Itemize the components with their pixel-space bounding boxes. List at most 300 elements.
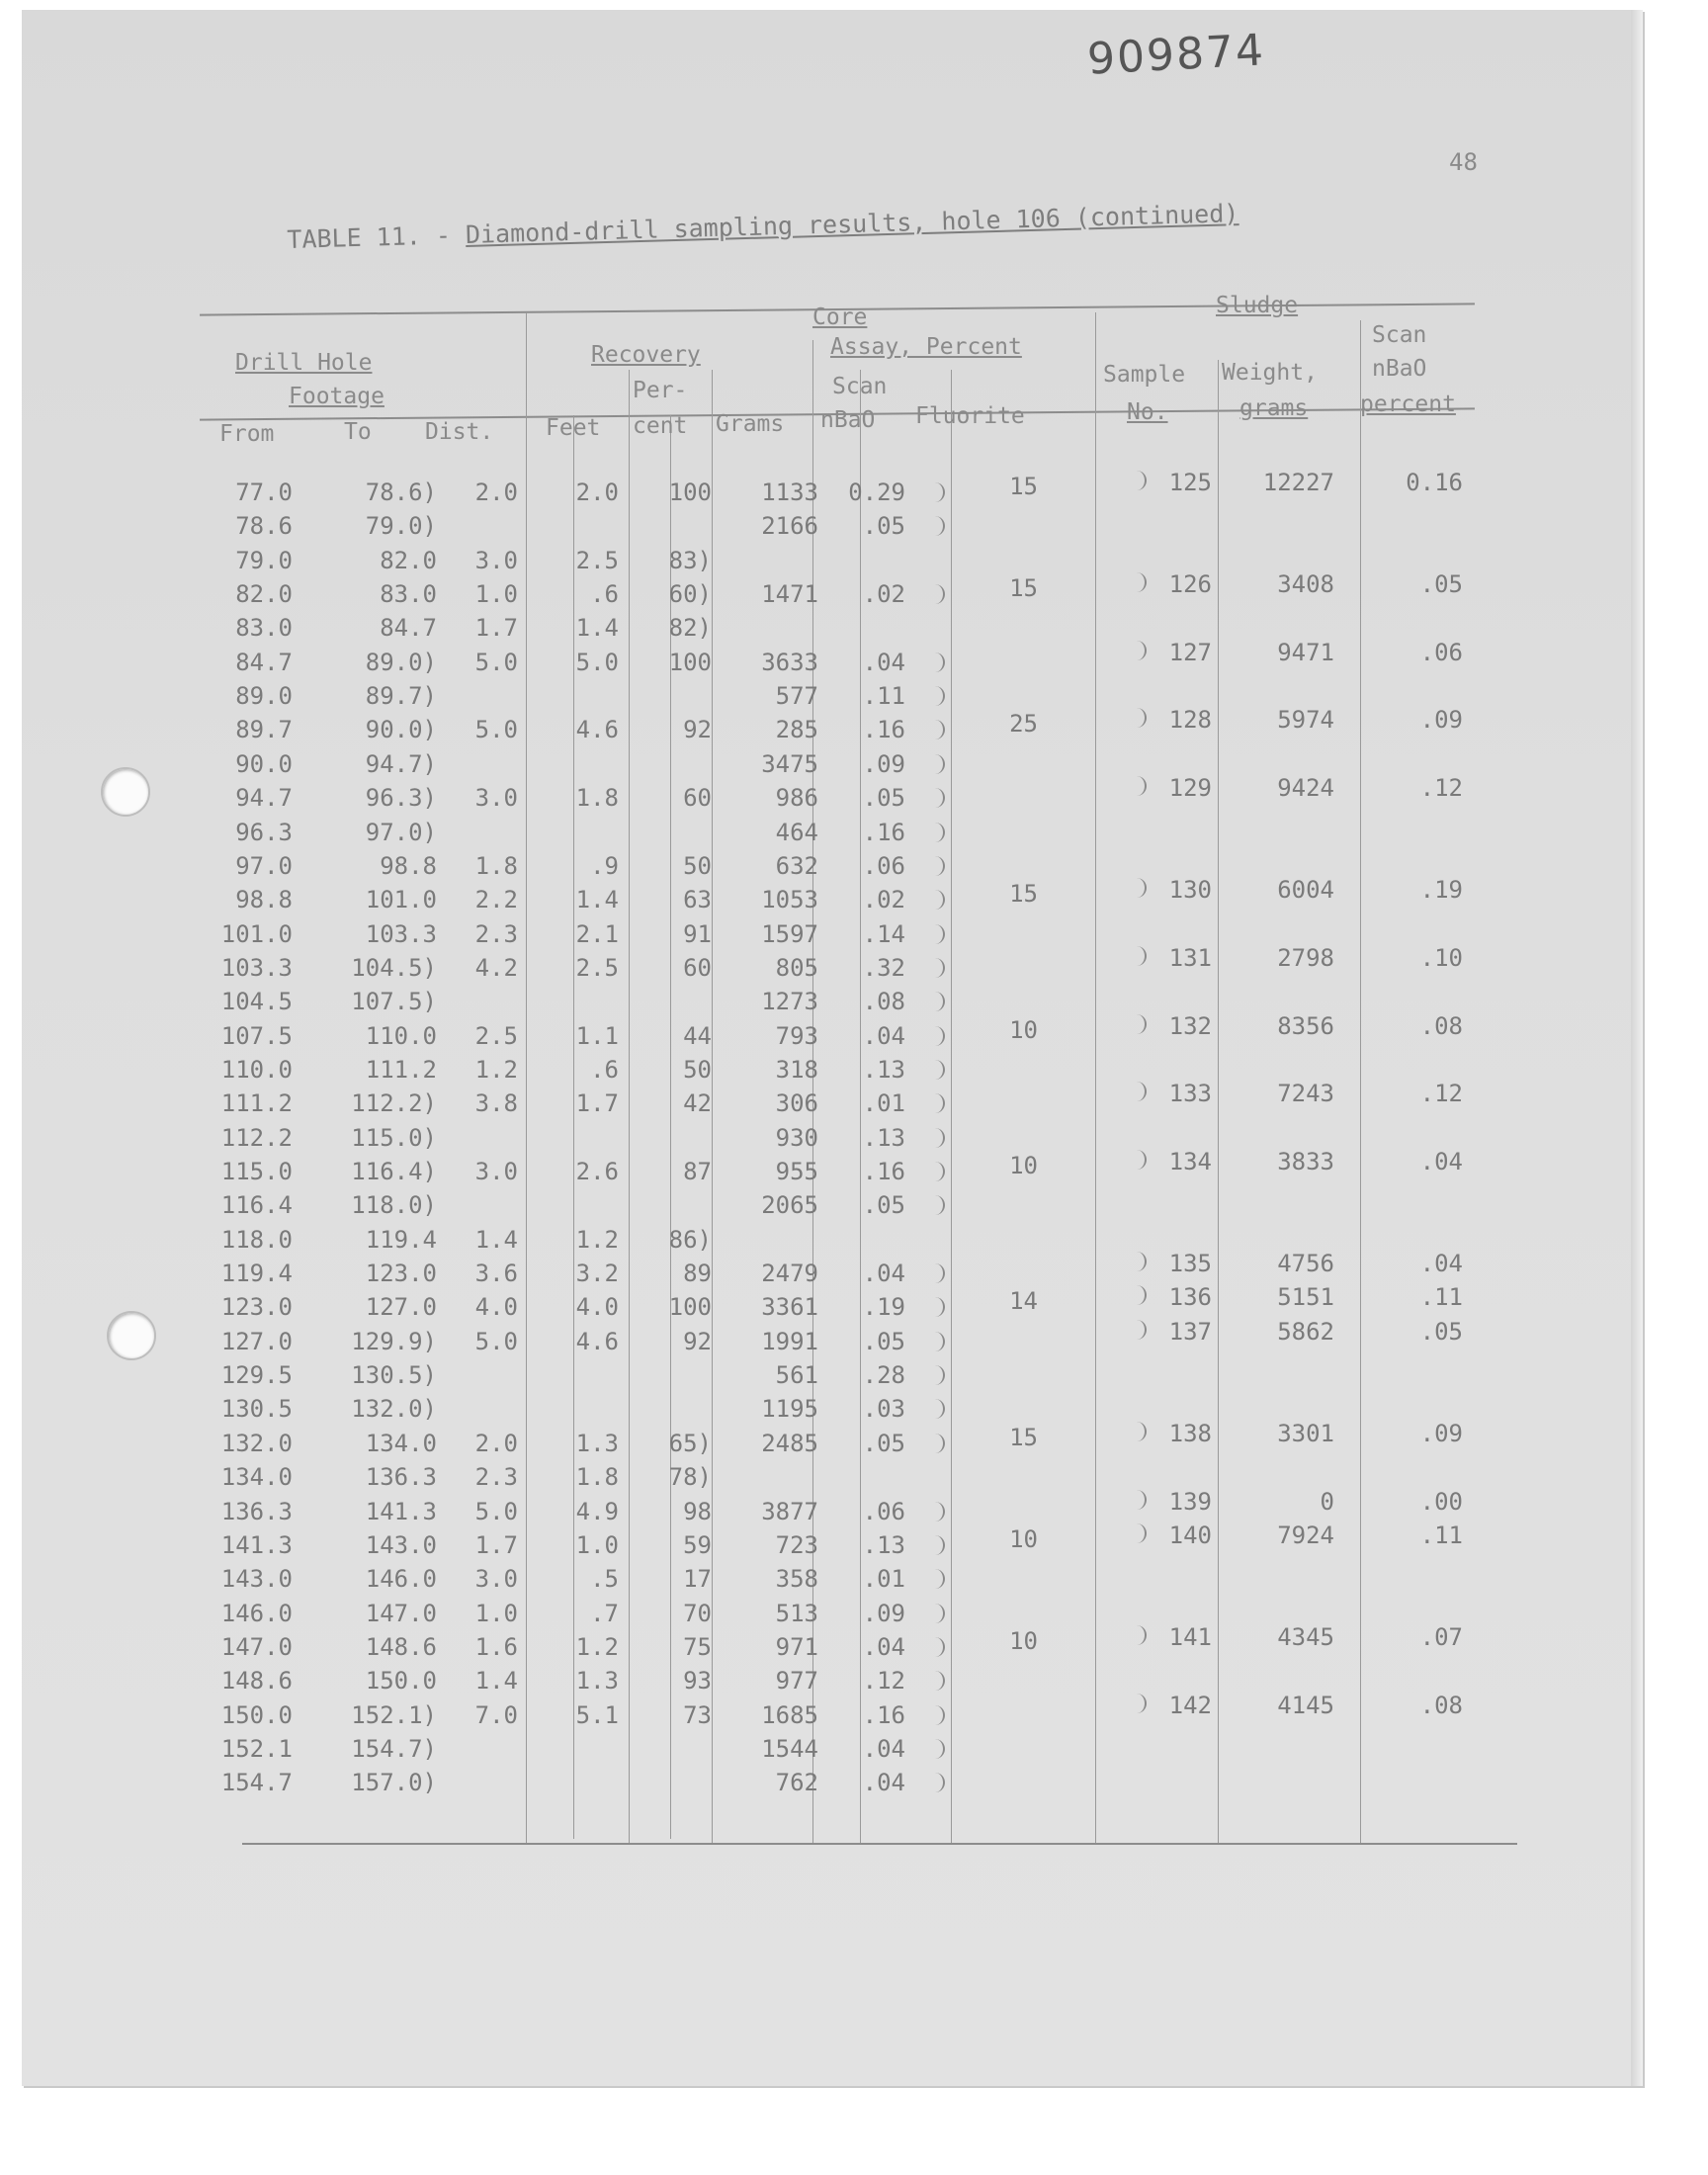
cell-to: 112.2) [351,1089,437,1118]
cell-sludge-sample: 130 [1168,876,1212,905]
group-brace [935,1263,945,1283]
cell-feet: 2.6 [575,1158,619,1185]
cell-sludge-weight: 6004 [1277,876,1334,905]
cell-feet: 5.1 [575,1700,619,1729]
cell-from: 82.0 [235,580,293,609]
group-brace [935,958,945,978]
cell-percent: 73 [683,1700,712,1729]
cell-grams: 2065 [761,1191,818,1220]
cell-percent: 75 [683,1632,712,1661]
cell-grams: 723 [775,1530,818,1559]
cell-sludge-scan: .05 [1419,1317,1463,1346]
cell-scan: .05 [862,1327,905,1355]
cell-from: 89.0 [235,682,293,711]
cell-feet: 1.8 [575,784,619,813]
header-weight: Weight, [1222,360,1318,386]
cell-feet: 2.1 [575,919,619,948]
cell-dist: 1.4 [474,1667,518,1696]
table-title-prefix: TABLE 11. - [287,219,467,254]
cell-from: 90.0 [235,749,293,778]
cell-to: 130.5) [351,1361,437,1390]
cell-grams: 793 [775,1021,818,1050]
cell-dist: 4.2 [474,953,518,982]
cell-sludge-scan: .04 [1419,1148,1463,1175]
cell-sludge-scan: .10 [1419,943,1463,972]
cell-to: 98.8 [380,851,437,880]
cell-scan: .13 [862,1055,905,1084]
cell-sludge-scan: .09 [1419,706,1463,735]
cell-to: 143.0 [365,1530,437,1559]
cell-from: 83.0 [235,614,293,643]
cell-scan: .06 [862,1497,905,1525]
cell-percent: 60 [683,953,712,982]
group-brace [935,992,945,1011]
cell-scan: .11 [862,682,905,711]
cell-from: 143.0 [220,1565,293,1594]
cell-to: 134.0 [365,1429,437,1457]
cell-sludge-weight: 12227 [1262,469,1334,496]
cell-sludge-weight: 8356 [1277,1011,1334,1040]
cell-grams: 632 [775,851,818,880]
serial-number: 909874 [1085,25,1267,85]
cell-grams: 971 [775,1632,818,1661]
cell-fluorite: 10 [1009,1524,1038,1553]
cell-to: 94.7) [365,749,437,778]
cell-feet: 1.3 [575,1667,619,1696]
cell-percent: 60) [668,580,712,609]
group-brace [935,516,945,536]
cell-scan: .04 [862,1632,905,1661]
cell-scan: .04 [862,1769,905,1797]
header-nbao: nBaO [820,407,876,433]
cell-grams: 464 [775,818,818,846]
cell-fluorite: 10 [1009,1152,1038,1179]
group-brace [935,823,945,842]
sludge-brace [1137,641,1147,660]
cell-from: 96.3 [235,818,293,846]
cell-scan: .12 [862,1667,905,1696]
cell-feet: 4.6 [575,1327,619,1355]
sludge-brace [1137,572,1147,592]
cell-dist: 3.0 [474,1565,518,1594]
sludge-brace [1137,1285,1147,1305]
sludge-brace [1137,946,1147,966]
cell-feet: .9 [590,851,619,880]
cell-grams: 1471 [761,580,818,609]
cell-from: 118.0 [220,1225,293,1254]
cell-dist: 1.4 [474,1225,518,1254]
cell-dist: 3.0 [474,1158,518,1185]
cell-to: 150.0 [365,1667,437,1696]
cell-grams: 1195 [761,1395,818,1424]
cell-sludge-weight: 4756 [1277,1250,1334,1278]
cell-feet: .6 [590,580,619,609]
cell-grams: 2166 [761,512,818,541]
header-sludge-percent: percent [1360,392,1456,417]
header-per: Per- [633,378,688,403]
cell-feet: 1.8 [575,1463,619,1492]
cell-from: 94.7 [235,784,293,813]
group-brace [935,890,945,910]
cell-scan: .16 [862,1700,905,1729]
cell-scan: .05 [862,1191,905,1220]
cell-dist: 1.0 [474,1599,518,1627]
cell-sludge-weight: 5151 [1277,1283,1334,1312]
cell-to: 154.7) [351,1734,437,1763]
cell-sludge-sample: 127 [1168,638,1212,666]
group-brace [935,720,945,740]
cell-to: 127.0 [365,1293,437,1322]
cell-fluorite: 15 [1009,880,1038,909]
cell-grams: 3475 [761,749,818,778]
cell-dist: 3.0 [474,546,518,574]
cell-scan: .32 [862,953,905,982]
cell-sludge-sample: 132 [1168,1011,1212,1040]
cell-to: 89.0) [365,648,437,676]
cell-scan: .03 [862,1395,905,1424]
cell-grams: 561 [775,1361,818,1390]
header-recovery: Recovery [591,342,701,368]
cell-scan: .02 [862,580,905,609]
group-brace [935,1705,945,1725]
cell-sludge-scan: .04 [1419,1250,1463,1278]
cell-scan: .16 [862,716,905,744]
cell-feet: 1.2 [575,1632,619,1661]
cell-to: 110.0 [365,1021,437,1050]
cell-sludge-scan: .06 [1419,638,1463,666]
group-brace [935,1637,945,1657]
cell-sludge-scan: .11 [1419,1283,1463,1312]
cell-from: 150.0 [220,1700,293,1729]
cell-to: 123.0 [365,1260,437,1288]
header-scan: Scan [832,374,888,399]
cell-to: 152.1) [351,1700,437,1729]
cell-fluorite: 10 [1009,1015,1038,1044]
cell-scan: .04 [862,1021,905,1050]
cell-sludge-weight: 7924 [1277,1521,1334,1549]
group-brace [935,584,945,604]
cell-scan: .04 [862,1260,905,1288]
cell-sludge-weight: 5862 [1277,1317,1334,1346]
group-brace [935,1671,945,1691]
cell-percent: 65) [668,1429,712,1457]
cell-from: 154.7 [220,1769,293,1797]
cell-sludge-scan: .00 [1419,1487,1463,1516]
cell-sludge-scan: 0.16 [1406,469,1463,496]
page-number: 48 [1449,148,1478,176]
group-brace [935,1195,945,1215]
cell-dist: 3.0 [474,784,518,813]
cell-from: 104.5 [220,988,293,1016]
cell-to: 103.3 [365,919,437,948]
cell-percent: 98 [683,1497,712,1525]
cell-sludge-scan: .19 [1419,876,1463,905]
cell-from: 136.3 [220,1497,293,1525]
cell-to: 141.3 [365,1497,437,1525]
cell-percent: 44 [683,1021,712,1050]
cell-sludge-sample: 125 [1168,469,1212,496]
header-feet: Feet [546,415,601,441]
cell-grams: 986 [775,784,818,813]
cell-from: 103.3 [220,953,293,982]
cell-to: 146.0 [365,1565,437,1594]
cell-grams: 1133 [761,478,818,506]
cell-to: 97.0) [365,818,437,846]
cell-grams: 3633 [761,648,818,676]
cell-to: 147.0 [365,1599,437,1627]
cell-grams: 1273 [761,988,818,1016]
cell-feet: 1.4 [575,614,619,643]
cell-grams: 1597 [761,919,818,948]
sludge-brace [1137,1014,1147,1034]
cell-from: 130.5 [220,1395,293,1424]
cell-dist: 5.0 [474,1327,518,1355]
group-brace [935,1162,945,1181]
cell-from: 152.1 [220,1734,293,1763]
table-title-text: Diamond-drill sampling results, hole 106 (continued) [465,199,1239,249]
cell-feet: .7 [590,1599,619,1627]
cell-percent: 86) [668,1225,712,1254]
cell-grams: 2479 [761,1260,818,1288]
cell-sludge-weight: 5974 [1277,706,1334,735]
cell-grams: 1991 [761,1327,818,1355]
sludge-brace [1137,1320,1147,1340]
cell-feet: .5 [590,1565,619,1594]
cell-sludge-sample: 136 [1168,1283,1212,1312]
cell-sludge-sample: 134 [1168,1148,1212,1175]
group-brace [935,1773,945,1792]
cell-dist: 1.2 [474,1055,518,1084]
cell-feet: 1.0 [575,1530,619,1559]
cell-sludge-scan: .12 [1419,774,1463,803]
cell-to: 90.0) [365,716,437,744]
cell-sludge-weight: 4145 [1277,1691,1334,1719]
cell-from: 98.8 [235,886,293,914]
cell-scan: .04 [862,1734,905,1763]
cell-percent: 92 [683,716,712,744]
group-brace [935,686,945,706]
cell-from: 78.6 [235,512,293,541]
cell-sludge-scan: .05 [1419,570,1463,599]
group-brace [935,1604,945,1623]
cell-percent: 70 [683,1599,712,1627]
cell-to: 78.6) [365,478,437,506]
group-brace [935,1297,945,1317]
cell-sludge-weight: 4345 [1277,1622,1334,1651]
cell-grams: 513 [775,1599,818,1627]
cell-feet: 1.4 [575,886,619,914]
sludge-brace [1137,1422,1147,1441]
cell-to: 83.0 [380,580,437,609]
cell-dist: 2.0 [474,1429,518,1457]
cell-to: 148.6 [365,1632,437,1661]
cell-percent: 50 [683,851,712,880]
cell-sludge-sample: 140 [1168,1521,1212,1549]
group-brace [935,1535,945,1555]
cell-dist: 1.7 [474,1530,518,1559]
cell-from: 115.0 [220,1158,293,1185]
cell-percent: 87 [683,1158,712,1185]
sludge-brace [1137,1625,1147,1645]
cell-percent: 83) [668,546,712,574]
cell-scan: .08 [862,988,905,1016]
cell-fluorite: 15 [1009,1423,1038,1451]
group-brace [935,1569,945,1589]
cell-grams: 1685 [761,1700,818,1729]
cell-to: 115.0) [351,1123,437,1152]
cell-to: 119.4 [365,1225,437,1254]
cell-dist: 7.0 [474,1700,518,1729]
cell-scan: .16 [862,818,905,846]
cell-sludge-weight: 7243 [1277,1080,1334,1108]
cell-sludge-weight: 9424 [1277,774,1334,803]
cell-from: 110.0 [220,1055,293,1084]
cell-sludge-sample: 128 [1168,706,1212,735]
cell-to: 104.5) [351,953,437,982]
cell-scan: .14 [862,919,905,948]
cell-scan: .05 [862,1429,905,1457]
cell-from: 111.2 [220,1089,293,1118]
header-assay-percent: Assay, Percent [830,334,1022,360]
cell-grams: 930 [775,1123,818,1152]
cell-grams: 3877 [761,1497,818,1525]
cell-from: 84.7 [235,648,293,676]
cell-scan: .09 [862,749,905,778]
header-to: To [344,419,372,445]
cell-from: 107.5 [220,1021,293,1050]
cell-sludge-weight: 3408 [1277,570,1334,599]
cell-from: 112.2 [220,1123,293,1152]
cell-from: 132.0 [220,1429,293,1457]
cell-to: 157.0) [351,1769,437,1797]
cell-from: 147.0 [220,1632,293,1661]
cell-percent: 63 [683,886,712,914]
cell-to: 84.7 [380,614,437,643]
cell-percent: 89 [683,1260,712,1288]
cell-sludge-scan: .12 [1419,1080,1463,1108]
cell-scan: .02 [862,886,905,914]
cell-percent: 91 [683,919,712,948]
group-brace [935,1365,945,1385]
cell-to: 132.0) [351,1395,437,1424]
cell-percent: 17 [683,1565,712,1594]
cell-percent: 100 [668,648,712,676]
cell-from: 123.0 [220,1293,293,1322]
group-brace [935,1434,945,1453]
cell-sludge-sample: 137 [1168,1317,1212,1346]
cell-percent: 59 [683,1530,712,1559]
cell-fluorite: 15 [1009,574,1038,603]
cell-dist: 1.6 [474,1632,518,1661]
cell-grams: 3361 [761,1293,818,1322]
group-brace [935,482,945,502]
cell-from: 77.0 [235,478,293,506]
cell-dist: 2.5 [474,1021,518,1050]
cell-dist: 5.0 [474,716,518,744]
cell-scan: .04 [862,648,905,676]
cell-scan: .16 [862,1158,905,1185]
cell-sludge-sample: 138 [1168,1419,1212,1447]
header-core: Core [812,304,868,330]
cell-sludge-weight: 3301 [1277,1419,1334,1447]
cell-scan: .05 [862,512,905,541]
cell-scan: .13 [862,1123,905,1152]
cell-sludge-scan: .07 [1419,1622,1463,1651]
cell-feet: .6 [590,1055,619,1084]
cell-from: 101.0 [220,919,293,948]
group-brace [935,1502,945,1522]
cell-sludge-sample: 131 [1168,943,1212,972]
header-grams: Grams [716,411,785,437]
header-fluorite: Fluorite [915,403,1025,429]
cell-dist: 1.8 [474,851,518,880]
cell-feet: 4.9 [575,1497,619,1525]
cell-scan: .19 [862,1293,905,1322]
cell-scan: .01 [862,1089,905,1118]
cell-to: 82.0 [380,546,437,574]
cell-scan: .09 [862,1599,905,1627]
cell-dist: 3.8 [474,1089,518,1118]
cell-scan: .05 [862,784,905,813]
group-brace [935,924,945,944]
cell-sludge-sample: 129 [1168,774,1212,803]
cell-sludge-sample: 135 [1168,1250,1212,1278]
cell-fluorite: 10 [1009,1626,1038,1655]
header-grams-lc: grams [1239,395,1309,421]
sludge-brace [1137,776,1147,796]
sludge-brace [1137,471,1147,490]
header-sludge-scan: Scan [1372,322,1427,348]
cell-sludge-scan: .11 [1419,1521,1463,1549]
cell-grams: 1053 [761,886,818,914]
sludge-brace [1137,1082,1147,1101]
cell-grams: 577 [775,682,818,711]
cell-feet: 2.5 [575,546,619,574]
cell-sludge-scan: .08 [1419,1691,1463,1719]
header-sludge-nbao: nBaO [1372,356,1427,382]
cell-dist: 2.2 [474,886,518,914]
cell-dist: 3.6 [474,1260,518,1288]
header-footage: Footage [289,384,384,409]
group-brace [935,1026,945,1046]
group-brace [935,788,945,808]
cell-scan: .01 [862,1565,905,1594]
header-sample: Sample [1103,362,1186,388]
header-cent: cent [633,413,688,439]
cell-dist: 1.7 [474,614,518,643]
cell-percent: 82) [668,614,712,643]
cell-to: 89.7) [365,682,437,711]
cell-grams: 306 [775,1089,818,1118]
cell-to: 96.3) [365,784,437,813]
cell-from: 146.0 [220,1599,293,1627]
cell-percent: 50 [683,1055,712,1084]
cell-fluorite: 25 [1009,710,1038,739]
cell-grams: 1544 [761,1734,818,1763]
cell-from: 119.4 [220,1260,293,1288]
cell-dist: 2.3 [474,1463,518,1492]
cell-dist: 2.0 [474,478,518,506]
group-brace [935,652,945,672]
cell-feet: 2.0 [575,478,619,506]
cell-percent: 60 [683,784,712,813]
cell-grams: 2485 [761,1429,818,1457]
cell-to: 101.0 [365,886,437,914]
group-brace [935,1332,945,1351]
cell-fluorite: 14 [1009,1287,1038,1316]
cell-percent: 42 [683,1089,712,1118]
cell-grams: 805 [775,953,818,982]
